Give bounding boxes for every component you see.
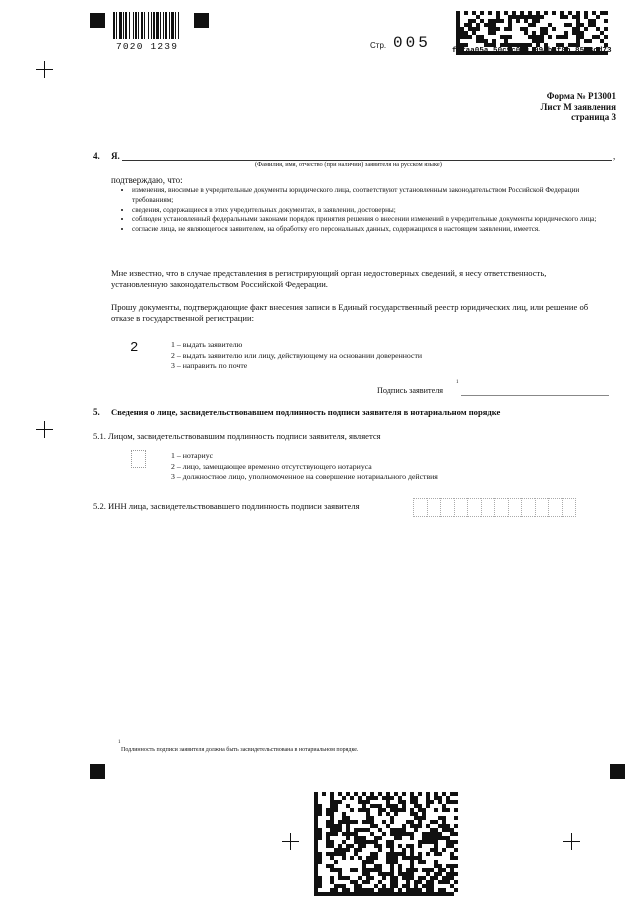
certifier-type-cell[interactable] [131,450,146,468]
inn-digit-cell[interactable] [562,498,577,517]
crosshair-mark-left-top [36,61,53,78]
form-header-line3: страница 3 [571,112,616,122]
signature-footnote-mark: 1 [456,380,459,385]
inn-digit-cell[interactable] [427,498,441,517]
footnote-text: Подлинность подписи заявителя должна быть засвидетельствована в нотариальном порядке. [121,747,359,753]
inn-digit-cell[interactable] [413,498,427,517]
confirmation-list [120,186,620,235]
form-barcode-number: 7020 1239 [116,41,179,52]
documents-request-paragraph: Прошу документы, подтверждающие факт внесения записи в Единый государственный реестр юридических лиц, или решение об отказе в государственной регистрации: [111,302,589,323]
certifier-type-option-1: 1 – нотариус [171,451,214,460]
inn-cells[interactable] [413,498,576,517]
crosshair-mark-left-middle [36,421,53,438]
section5-number: 5. [93,407,100,417]
bottom-2d-barcode [314,792,458,896]
registration-square-bottom-right [610,764,625,779]
inn-digit-cell[interactable] [467,498,481,517]
inn-digit-cell[interactable] [548,498,562,517]
registration-square-bottom-left [90,764,105,779]
section4-number: 4. [93,151,100,161]
liability-paragraph: Мне известно, что в случае представления в регистрирующий орган недостоверных сведений, я несу ответственность, установленную законодательством Российской Федерации. [111,268,547,289]
form-header [541,91,616,123]
page-number: 005 [393,34,431,52]
inn-digit-cell[interactable] [508,498,522,517]
inn-digit-cell[interactable] [481,498,495,517]
section5-2-label: 5.2. ИНН лица, засвидетельствовавшего подлинность подписи заявителя [93,501,360,511]
confirmation-item: • соблюден установленный федеральными законами порядок принятия решения о внесении изменений в учредительные документы юридического лица; [132,215,620,225]
signature-field[interactable] [461,395,609,396]
confirm-label: подтверждаю, что: [111,175,183,185]
inn-digit-cell[interactable] [535,498,549,517]
crosshair-mark-bottom-left [282,833,299,850]
form-barcode [113,12,181,39]
section5-1-label: 5.1. Лицом, засвидетельствовавшим подлинность подписи заявителя, является [93,431,381,441]
form-header-line2: Лист М заявления [540,101,616,112]
signature-label: Подпись заявителя [377,386,444,395]
confirmation-item: • согласие лица, не являющегося заявителем, на обработку его персональных данных, содержащихся в настоящем заявлении, имеется. [132,225,620,235]
section5-title: Сведения о лице, засвидетельствовавшем подлинность подписи заявителя в нотариальном порядке [111,407,501,417]
confirmation-item: • сведения, содержащиеся в этих учредительных документах, в заявлении, достоверны; [132,206,620,216]
certifier-type-options [171,451,438,483]
certifier-type-option-3: 3 – должностное лицо, уполномоченное на совершение нотариального действия [171,472,438,481]
inn-digit-cell[interactable] [521,498,535,517]
inn-digit-cell[interactable] [494,498,508,517]
delivery-method-value[interactable]: 2 [130,340,139,356]
delivery-option-2: 2 – выдать заявителю или лицу, действующему на основании доверенности [171,350,423,360]
registration-square-top-left-1 [90,13,105,28]
section4-ya: Я. [111,151,120,161]
delivery-option-3: 3 – направить по почте [171,361,248,370]
delivery-options [171,340,422,372]
confirmation-item: • изменения, вносимые в учредительные документы юридического лица, соответствуют установленным законодательством Российской Федерации требованиям; [132,186,620,206]
page-label: Стр. [370,41,387,50]
registration-square-top-left-2 [194,13,209,28]
hash-code: fdfaa05a 50c9c0ec 09ab8f8b 85c8cd73 [452,47,612,55]
form-header-line1: Форма № Р13001 [546,91,616,101]
crosshair-mark-bottom-right [563,833,580,850]
applicant-name-caption: (Фамилия, имя, отчество (при наличии) заявителя на русском языке) [255,161,442,168]
delivery-option-1: 1 – выдать заявителю [171,340,243,349]
footnote-mark: 1 [118,740,121,745]
certifier-type-option-2: 2 – лицо, замещающее временно отсутствующего нотариуса [171,461,372,471]
section4-comma: , [613,151,616,161]
inn-digit-cell[interactable] [454,498,468,517]
inn-digit-cell[interactable] [440,498,454,517]
